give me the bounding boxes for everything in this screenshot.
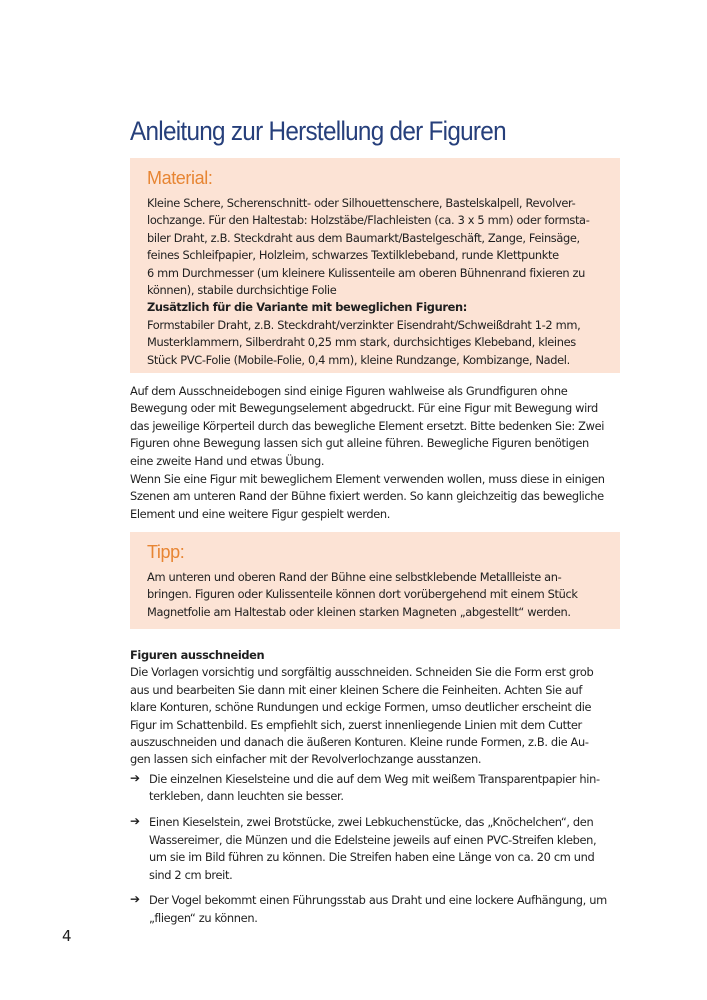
- section-line: aus und bearbeiten Sie dann mit einer kleinen Schere die Feinheiten. Achten Sie auf: [130, 682, 583, 697]
- paragraph-line: Bewegung oder mit Bewegungselement abgedruckt. Für eine Figur mit Bewegung wird: [130, 401, 598, 416]
- material-line: lochzange. Für den Haltestab: Holzstäbe/Flachleisten (ca. 3 x 5 mm) oder formsta-: [147, 213, 590, 228]
- paragraph-line: Wenn Sie eine Figur mit beweglichem Element verwenden wollen, muss diese in einigen: [130, 472, 605, 486]
- arrow-right-icon: ➔: [130, 814, 141, 829]
- paragraph-line: Figuren ohne Bewegung lassen sich gut alleine führen. Bewegliche Figuren benötigen: [130, 436, 589, 451]
- list-item: [130, 771, 620, 806]
- list-item: [130, 892, 620, 927]
- paragraph-line: Auf dem Ausschneidebogen sind einige Figuren wahlweise als Grundfiguren ohne: [130, 384, 568, 398]
- list-item-line: terkleben, dann leuchten sie besser.: [149, 789, 344, 804]
- tipp-line: Magnetfolie am Haltestab oder kleinen starken Magneten „abgestellt“ werden.: [147, 604, 571, 619]
- intro-paragraph: [130, 383, 620, 470]
- section-line: Figur im Schattenbild. Es empfiehlt sich, zuerst innenliegende Linien mit dem Cutter: [130, 717, 582, 732]
- page-title: Anleitung zur Herstellung der Figuren: [130, 116, 506, 146]
- paragraph-line: das jeweilige Körperteil durch das bewegliche Element ersetzt. Bitte bedenken Sie: Zwei: [130, 418, 605, 433]
- material-line: 6 mm Durchmesser (um kleinere Kulissenteile am oberen Bühnenrand fixieren zu: [147, 265, 586, 280]
- material-line: Stück PVC-Folie (Mobile-Folie, 0,4 mm), kleine Rundzange, Kombizange, Nadel.: [147, 352, 570, 367]
- section-line: auszuschneiden und danach die äußeren Konturen. Kleine runde Formen, z.B. die Au-: [130, 735, 589, 750]
- tipp-line: bringen. Figuren oder Kulissenteile können dort vorübergehend mit einem Stück: [147, 587, 578, 602]
- list-item-line: Die einzelnen Kieselsteine und die auf dem Weg mit weißem Transparentpapier hin-: [149, 772, 600, 786]
- material-line: können), stabile durchsichtige Folie: [147, 283, 337, 298]
- paragraph-line: eine zweite Hand und etwas Übung.: [130, 453, 325, 468]
- material-line: Kleine Schere, Scherenschnitt- oder Silhouettenschere, Bastelskalpell, Revolver-: [147, 196, 576, 210]
- list-item-line: „fliegen“ zu können.: [149, 910, 258, 925]
- tipp-heading: Tipp:: [147, 542, 185, 562]
- list-item-line: Einen Kieselstein, zwei Brotstücke, zwei Lebkuchenstücke, das „Knöchelchen“, den: [149, 815, 594, 830]
- tipp-box: [130, 532, 620, 629]
- section-line: Die Vorlagen vorsichtig und sorgfältig ausschneiden. Schneiden Sie die Form erst grob: [130, 665, 594, 680]
- paragraph-line: Element und eine weitere Figur gespielt werden.: [130, 506, 391, 521]
- instruction-list: [130, 771, 620, 936]
- section-heading: Figuren ausschneiden: [130, 648, 265, 662]
- list-item-line: sind 2 cm breit.: [149, 867, 233, 882]
- page-number: 4: [62, 927, 72, 945]
- material-heading: Material:: [147, 168, 213, 188]
- tipp-line: Am unteren und oberen Rand der Bühne eine selbstklebende Metallleiste an-: [147, 570, 562, 584]
- material-subheading: Zusätzlich für die Variante mit beweglichen Figuren:: [147, 300, 467, 315]
- list-item-line: Wassereimer, die Münzen und die Edelsteine jeweils auf einen PVC-Streifen kleben,: [149, 832, 597, 847]
- movable-element-paragraph: [130, 471, 620, 523]
- arrow-right-icon: ➔: [130, 771, 141, 785]
- material-line: Formstabiler Draht, z.B. Steckdraht/verzinkter Eisendraht/Schweißdraht 1-2 mm,: [147, 317, 581, 332]
- section-line: gen lassen sich einfacher mit der Revolverlochzange ausstanzen.: [130, 752, 482, 767]
- material-line: biler Draht, z.B. Steckdraht aus dem Baumarkt/Bastelgeschäft, Zange, Feinsäge,: [147, 230, 580, 245]
- material-box: [130, 158, 620, 373]
- section-line: klare Konturen, schöne Rundungen und eckige Formen, umso deutlicher erscheint die: [130, 700, 592, 715]
- material-line: Musterklammern, Silberdraht 0,25 mm stark, durchsichtiges Klebeband, kleines: [147, 335, 576, 350]
- cutting-section: [130, 647, 620, 769]
- arrow-right-icon: ➔: [130, 892, 141, 907]
- material-line: feines Schleifpapier, Holzleim, schwarzes Textilklebeband, runde Klettpunkte: [147, 248, 559, 263]
- paragraph-line: Szenen am unteren Rand der Bühne fixiert werden. So kann gleichzeitig das bewegliche: [130, 489, 604, 504]
- list-item: [130, 814, 620, 884]
- list-item-line: um sie im Bild führen zu können. Die Streifen haben eine Länge von ca. 20 cm und: [149, 850, 595, 865]
- list-item-line: Der Vogel bekommt einen Führungsstab aus Draht und eine lockere Aufhängung, um: [149, 893, 607, 908]
